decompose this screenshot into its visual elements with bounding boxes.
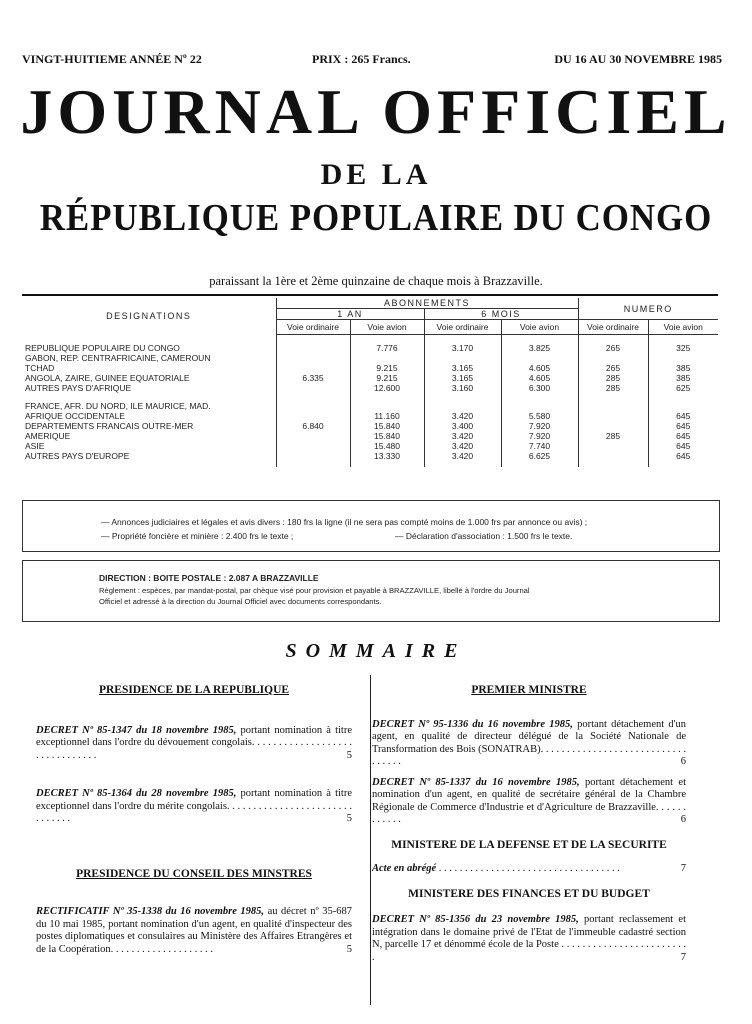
price-cell: 645 [676,431,691,441]
direction-address: DIRECTION : BOITE POSTALE : 2.087 A BRAZZAVILLE [99,573,319,583]
direction-reglement: Officiel et adressé à la direction du Journal Officiel avec documents correspondants. [99,597,382,606]
price-cell: 385 [676,373,691,383]
price-cell: 3.400 [451,421,474,431]
entry-page: 6 [680,756,686,767]
direction-reglement: Règlement : espèces, par mandat-postal, par chèque visé pour provision et payable à BRAZZAVILLE, libellé à l'ordre du Journal [99,586,530,595]
six-month-header: 6 MOIS [424,309,578,320]
price-cell: 3.160 [451,383,474,393]
destination: TCHAD [25,362,55,373]
entry-page: 7 [680,863,686,874]
masthead-de-la: DE LA [320,158,432,191]
destination: ANGOLA, ZAIRE, GUINEE EQUATORIALE [25,372,190,383]
price-cell: 5.580 [528,411,551,421]
entry-text: au décret nº 35-687 du 10 mai 1985, portant nomination d'un agent, en qualité d'inspecteur des postes diplomatiques et consulaires au Ministère des Affaires Etrangères et de la Coopération. . . . . . . . . . . . . . . . . . . . [36,906,353,955]
list-item [372,914,686,964]
entry-ref: DECRET Nº 85-1337 du 16 novembre 1985, [372,776,580,788]
section-heading: MINISTERE DE LA DEFENSE ET DE LA SECURITE [391,838,667,851]
list-item [36,725,352,763]
column-divider [370,675,371,1005]
top-rule [22,294,718,296]
price-cell: 6.840 [302,421,324,431]
section-heading: PRESIDENCE DU CONSEIL DES MINSTRES [76,867,312,880]
abonnements-header: ABONNEMENTS [276,298,578,309]
destination: DEPARTEMENTS FRANCAIS OUTRE-MER [25,421,194,431]
entry-page: 5 [346,813,352,824]
price-cell: 13.330 [374,451,400,461]
price-cell: 325 [676,343,691,353]
col-voie-avion: Voie avion [350,320,424,335]
entry-ref: DECRET Nº 85-1356 du 23 novembre 1985, [372,914,579,925]
price-cell: 3.825 [528,343,551,353]
table-row [22,393,718,467]
one-year-header: 1 AN [276,309,424,320]
price-cell: 7.776 [376,343,398,353]
masthead-republique: RÉPUBLIQUE POPULAIRE DU CONGO [39,197,713,239]
entry-text: portant nomination à titre exceptionnel dans l'ordre du dévouement congolais. . . . . . . . . . . . . . . . . . . . . . . . . . . . . . . [36,724,353,761]
sommaire-right-column [372,684,686,964]
price-cell: 15.840 [374,421,400,431]
price-cell: 645 [676,441,691,451]
subscription-table [22,298,718,467]
numero-header: NUMERO [578,298,718,320]
price-cell: 3.170 [451,343,474,353]
annonces-line: — Propriété foncière et minière : 2.400 frs le texte ; [101,531,294,541]
price-cell: 9.215 [376,373,398,383]
designations-header: DESIGNATIONS [106,311,192,322]
price-cell: 11.160 [374,411,400,421]
price-cell: 7.920 [528,421,551,431]
price-cell: 15.480 [374,441,400,451]
section-heading: PRESIDENCE DE LA REPUBLIQUE [98,684,290,696]
destination: ASIE [25,441,45,451]
price-cell: 645 [676,421,691,431]
list-item [36,906,352,956]
col-voie-avion: Voie avion [501,320,578,335]
list-item [372,719,686,769]
price-cell: 625 [676,383,691,393]
entry-text: portant nomination à titre exceptionnel dans l'ordre du mérite congolais. . . . . . . . . . . . . . . . . . . . . . . . . . . . . . . [36,788,353,824]
entry-text: portant reclassement et intégration dans le domaine privé de l'Etat de l'immeuble cadastré section N, parcelle 17 et dénommé école de la Poste . . . . . . . . . . . . . . . . . . . . . . . . . [372,914,687,963]
entry-ref: Acte en abrégé [372,863,437,874]
sommaire-title: SOMMAIRE [285,640,467,662]
price-cell: 3.165 [451,363,474,373]
price-cell: 6.335 [302,373,324,383]
entry-page: 5 [346,749,352,761]
price-cell: 3.420 [451,441,474,451]
price-cell: 645 [676,411,691,421]
parution-note: paraissant la 1ère et 2ème quinzaine de chaque mois à Brazzaville. [209,274,543,288]
list-item [36,788,352,826]
entry-page: 5 [346,943,352,955]
price-cell: 3.420 [451,411,474,421]
price-cell: 9.215 [376,363,398,373]
destination: AMERIQUE [25,431,71,441]
price-cell: 3.420 [451,451,474,461]
entry-text: portant détachement d'un agent, en qualité de directeur délégué de la Société Nationale de Transformation des Bois (SONATRAB). . . . . . . . . . . . . . . . . . . . . . . . . . . . . . . . . . [372,718,687,767]
price-cell: 385 [676,363,691,373]
section-heading: MINISTERE DES FINANCES ET DU BUDGET [408,887,650,900]
entry-ref: DECRET Nº 95-1336 du 16 novembre 1985, [372,718,573,730]
price-cell: 645 [676,451,691,461]
price-cell: 4.605 [528,373,551,383]
list-item [372,777,686,827]
list-item [372,863,686,876]
col-voie-ordinaire: Voie ordinaire [424,320,501,335]
entry-page: 7 [680,951,686,963]
destination: AUTRES PAYS D'AFRIQUE [25,382,132,393]
entry-page: 6 [680,814,686,825]
section-heading: PREMIER MINISTRE [471,684,587,696]
entry-ref: RECTIFICATIF Nº 35-1338 du 16 novembre 1985, [36,906,265,917]
col-voie-ordinaire: Voie ordinaire [578,320,648,335]
price-cell: 3.165 [451,373,474,383]
annonces-line: — Annonces judiciaires et légales et avis divers : 180 frs la ligne (il ne sera pas compté moins de 1.000 frs par annonce ou avis) ; [101,517,588,527]
price-cell: 285 [605,383,621,393]
price-cell: 7.740 [528,441,551,451]
col-voie-avion: Voie avion [648,320,718,335]
col-voie-ordinaire: Voie ordinaire [276,320,350,335]
entry-ref: DECRET Nº 85-1364 du 28 novembre 1985, [36,788,237,799]
price-cell: 265 [605,343,621,353]
sommaire-left-column [36,684,352,956]
price-cell: 7.920 [528,431,551,441]
destination: FRANCE, AFR. DU NORD, ILE MAURICE, MAD. [25,401,211,411]
price-cell: 285 [605,373,621,383]
direction-box [22,560,720,622]
entry-text: . . . . . . . . . . . . . . . . . . . . . . . . . . . . . . . . . . . [438,863,620,874]
destination: AUTRES PAYS D'EUROPE [25,451,130,461]
journal-title: JOURNAL OFFICIEL [20,76,732,147]
table-row [22,335,718,394]
price-cell: 4.605 [528,363,551,373]
annonces-box [22,500,720,552]
entry-text: portant détachement et nomination d'un agent, en qualité de secrétaire général de la Chambre Régionale de Commerce d'Industrie et d'Agriculture de Brazzaville. . . . . . . . . . . . [372,776,686,825]
price-cell: 265 [605,363,621,373]
price-cell: 6.300 [528,383,551,393]
annonces-line: — Déclaration d'association : 1.500 frs le texte. [395,531,573,541]
destination: REPUBLIQUE POPULAIRE DU CONGO [25,342,180,353]
price-cell: 6.625 [528,451,551,461]
price-cell: 285 [605,431,621,441]
destination: GABON, REP. CENTRAFRICAINE, CAMEROUN [25,352,211,363]
price-cell: 3.420 [451,431,474,441]
destination: AFRIQUE OCCIDENTALE [25,411,125,421]
issue-dates: DU 16 AU 30 NOVEMBRE 1985 [554,52,722,66]
issue-price: PRIX : 265 Francs. [312,52,411,66]
issue-number: VINGT-HUITIEME ANNÉE Nº 22 [22,52,202,66]
price-cell: 15.840 [374,431,400,441]
entry-ref: DECRET Nº 85-1347 du 18 novembre 1985, [36,724,237,736]
price-cell: 12.600 [374,383,400,393]
